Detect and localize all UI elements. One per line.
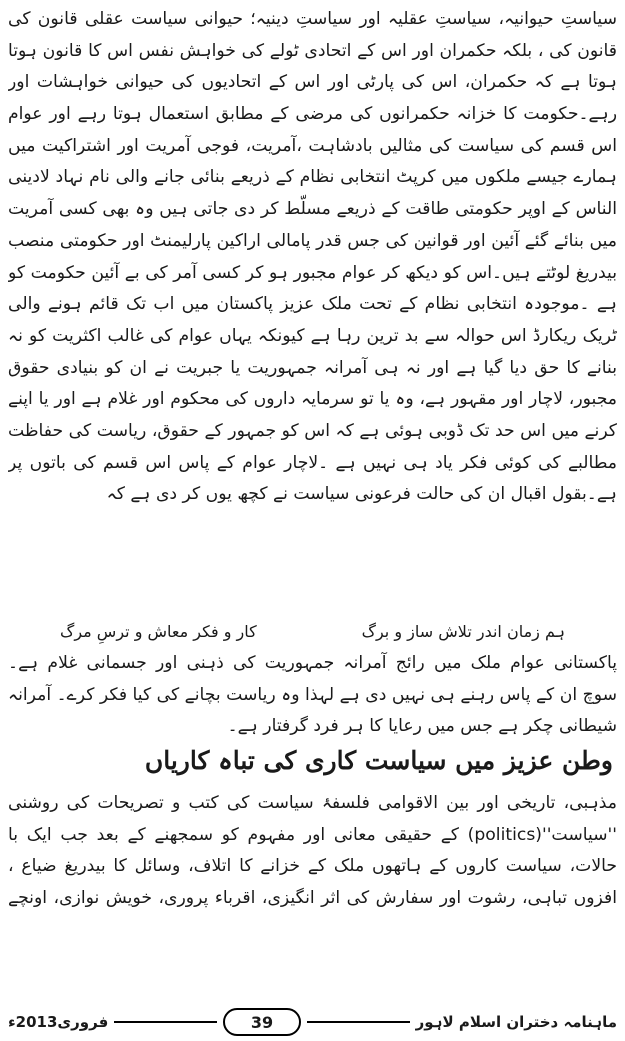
text-line: مجبور، لاچار اور مقہور ہے، وہ یا تو سرمایہ داروں کی محکوم اور غلام ہے اور یا اپنے: [8, 389, 617, 410]
text-line: ہمارے جیسے ملکوں میں کرپٹ انتخابی نظام کے ذریعے بنائی جانے والی نام نہاد لادینی: [8, 167, 617, 188]
page-number: 39: [223, 1008, 301, 1036]
text-line: ہے ۔موجودہ انتخابی نظام کے تحت ملک عزیز پاکستان میں اب تک قائم ہونے والی: [8, 294, 617, 315]
text-line: رہے۔حکومت کا خزانہ حکمرانوں کی مرضی کے مطابق استعمال ہوتا رہے اور عوام: [8, 104, 617, 125]
text-line: پاکستانی عوام ملک میں رائج آمرانہ جمہوریت کی ذہنی اور جسمانی غلام ہے۔: [8, 653, 617, 673]
text-line: افزوں تباہی، رشوت اور سفارش کی اثر انگیزی، اقرباء پروری، خویش نوازی، اونچے: [8, 888, 617, 909]
text-line: میں بنائے گئے آئین اور قوانین کی جس قدر پامالی اراکین پارلیمنٹ اور حکومتی منصب: [8, 230, 617, 251]
footer-rule: [307, 1021, 410, 1023]
text-line: ہے۔بقول اقبال ان کی حالت فرعونی سیاست نے کچھ یوں کر دی ہے کہ: [106, 484, 617, 505]
text-line: مذہبی، تاریخی اور بین الاقوامی فلسفۂ سیاست کی کتب و تصریحات کی روشنی: [8, 793, 617, 813]
paragraph-1: [8, 4, 617, 511]
section-heading: وطن عزیز میں سیاست کاری کی تباہ کاریاں: [144, 746, 613, 775]
text-line: ہوتا ہے کہ حکمران، اس کی پارٹی اور اس کے اتحادیوں کی حیوانی خواہشات اور: [8, 72, 617, 93]
text-line: سیاستِ حیوانیہ، سیاستِ عقلیہ اور سیاستِ دینیہ؛ حیوانی سیاست عقلی قانون کی: [8, 9, 617, 29]
page-footer: [8, 1008, 617, 1036]
magazine-name: ماہنامہ دختران اسلام لاہور: [415, 1013, 618, 1031]
couplet-second-line: کار و فکر معاش و ترسِ مرگ: [60, 622, 257, 641]
text-line: ''سیاست''(politics) کے حقیقی معانی اور مفہوم کو سمجھنے کے بعد جب ایک با: [8, 824, 617, 845]
paragraph-2: [8, 648, 617, 743]
poetry-couplet: [60, 622, 565, 641]
text-line: سوچ ان کے پاس رہنے ہی نہیں دی ہے لہذا وہ ریاست بچانے کی کیا فکر کرے۔ آمرانہ: [8, 684, 617, 705]
text-line: حالات، سیاست کاروں کے ہاتھوں ملک کے خزانے کا اتلاف، وسائل کا بیدریغ ضیاع ،: [8, 856, 617, 877]
text-line: اس قسم کی سیاست کی مثالیں بادشاہت ،آمریت، فوجی آمریت اور اشتراکیت میں: [8, 135, 617, 156]
text-line: بنانے کا حق دیا گیا ہے اور نہ ہی آمرانہ جمہوریت یا جبریت نے ان کو بنیادی حقوق: [8, 357, 617, 378]
footer-rule: [114, 1021, 217, 1023]
text-line: بیدریغ لوٹتے ہیں۔اس کو دیکھ کر عوام مجبور ہو کر کسی آمر کی بے آئین حکومت کو: [8, 262, 617, 283]
text-line: قانون کی ، بلکہ حکمران اور اس کے اتحادی ٹولے کی خواہش نفس اس کا قانون ہوتا: [8, 40, 617, 61]
paragraph-3: [8, 788, 617, 915]
couplet-first-line: ہم زمان اندر تلاش ساز و برگ: [361, 622, 565, 641]
text-line: کرنے میں اس حد تک ڈوبی ہوئی ہے کہ اس کو جمہور کے حقوق، ریاست کی حفاظت: [8, 420, 617, 441]
text-line: ٹریک ریکارڈ اس حوالہ سے بد ترین رہا ہے کیونکہ یہاں عوام کی غالب اکثریت کو نہ: [8, 325, 617, 346]
text-line: الناس کے اوپر حکومتی طاقت کے ذریعے مسلّط کر دی جاتی ہیں وہ بھی کسی آمریت: [8, 199, 617, 220]
text-line: مطالبے کی کوئی فکر یاد ہی نہیں ہے ۔لاچار عوام کے پاس اس قسم کی باتوں پر: [8, 452, 617, 473]
issue-date: فروری2013ء: [8, 1013, 109, 1031]
text-line: شیطانی چکر ہے جس میں رعایا کا ہر فرد گرفتار ہے۔: [227, 716, 617, 737]
